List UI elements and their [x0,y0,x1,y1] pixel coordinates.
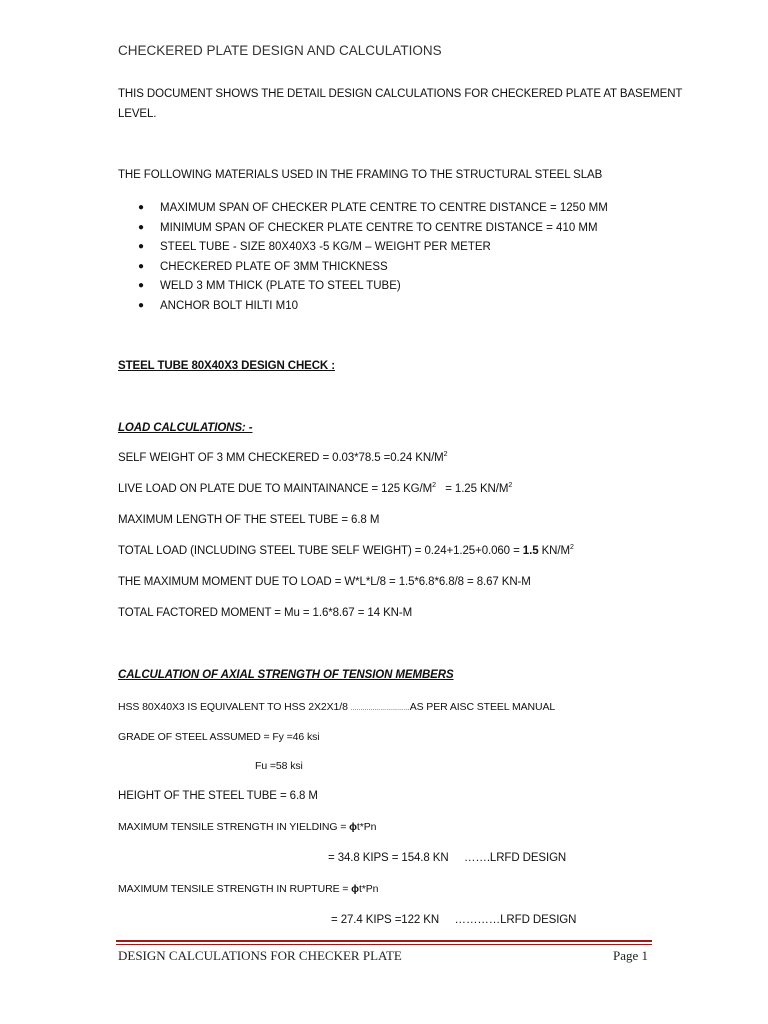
live-load-line: LIVE LOAD ON PLATE DUE TO MAINTAINANCE = 125 $KG/M^2 = 1.25$ $KN/M^2$ [118,482,513,495]
max-length-line: MAXIMUM LENGTH OF THE STEEL TUBE = 6.8 M [118,514,380,526]
axial-strength-heading: CALCULATION OF AXIAL STRENGTH OF TENSION MEMBERS [118,669,454,681]
list-item: ● MAXIMUM SPAN OF CHECKER PLATE CENTRE TO CENTRE DISTANCE = 1250 MM [138,202,608,214]
materials-heading: THE FOLLOWING MATERIALS USED IN THE FRAMING TO THE STRUCTURAL STEEL SLAB [118,169,603,181]
yield-result-line: = 34.8 KIPS = 154.8 KN …….LRFD DESIGN [328,852,567,864]
max-moment-line: THE MAXIMUM MOMENT DUE TO LOAD = W*L*L/8 = 1.5*6.8*6.8/8 = 8.67 KN-M [118,576,531,588]
yield-strength-line: MAXIMUM TENSILE STRENGTH IN YIELDING = ϕt*Pn [118,821,377,833]
bullet-icon: ● [138,202,145,213]
fu-line: Fu =58 ksi [255,760,303,772]
document-title: CHECKERED PLATE DESIGN AND CALCULATIONS [118,43,442,58]
tube-height-line: HEIGHT OF THE STEEL TUBE = 6.8 M [118,790,318,802]
bullet-icon: ● [138,280,145,291]
footer-divider-thin [116,944,652,945]
steel-tube-heading: STEEL TUBE 80X40X3 DESIGN CHECK : [118,360,335,372]
list-item: ● ANCHOR BOLT HILTI M10 [138,299,299,312]
materials-list [130,200,608,317]
grade-line: GRADE OF STEEL ASSUMED = Fy =46 ksi [118,731,320,743]
load-calculations-heading: LOAD CALCULATIONS: - [118,422,253,434]
bullet-icon: ● [138,260,145,272]
hss-equivalent-line: HSS 80X40X3 IS EQUIVALENT TO HSS 2X2X1/8 …………………………AS PER AISC STEEL MANUAL [118,701,556,713]
self-weight-line: SELF WEIGHT OF 3 MM CHECKERED = 0.03*78.5 =0.24 $KN/M^2$ [118,451,448,464]
footer-divider [116,940,652,942]
list-item: ● MINIMUM SPAN OF CHECKER PLATE CENTRE TO CENTRE DISTANCE = 410 MM [138,221,598,234]
bullet-icon: ● [138,299,145,311]
footer-title: DESIGN CALCULATIONS FOR CHECKER PLATE [118,948,402,963]
intro-line-1: THIS DOCUMENT SHOWS THE DETAIL DESIGN CALCULATIONS FOR CHECKERED PLATE AT BASEMENT [118,88,683,100]
rupture-result-line: = 27.4 KIPS =122 KN …………LRFD DESIGN [331,914,577,926]
page-number: Page 1 [613,948,649,963]
total-load-line: TOTAL LOAD (INCLUDING STEEL TUBE SELF WEIGHT) = 0.24+1.25+0.060 = 1.5 $KN/M^2$ [118,544,574,557]
intro-line-2: LEVEL. [118,108,157,120]
rupture-strength-line: MAXIMUM TENSILE STRENGTH IN RUPTURE = ϕt*Pn [118,883,379,895]
bullet-icon: ● [138,221,145,233]
list-item: ● WELD 3 MM THICK (PLATE TO STEEL TUBE) [138,280,401,292]
list-item: ● STEEL TUBE - SIZE 80X40X3 -5 KG/M – WEIGHT PER METER [138,241,491,253]
factored-moment-line: TOTAL FACTORED MOMENT = Mu = 1.6*8.67 = 14 KN-M [118,607,413,619]
list-item: ● CHECKERED PLATE OF 3MM THICKNESS [138,260,388,273]
bullet-icon: ● [138,241,145,252]
